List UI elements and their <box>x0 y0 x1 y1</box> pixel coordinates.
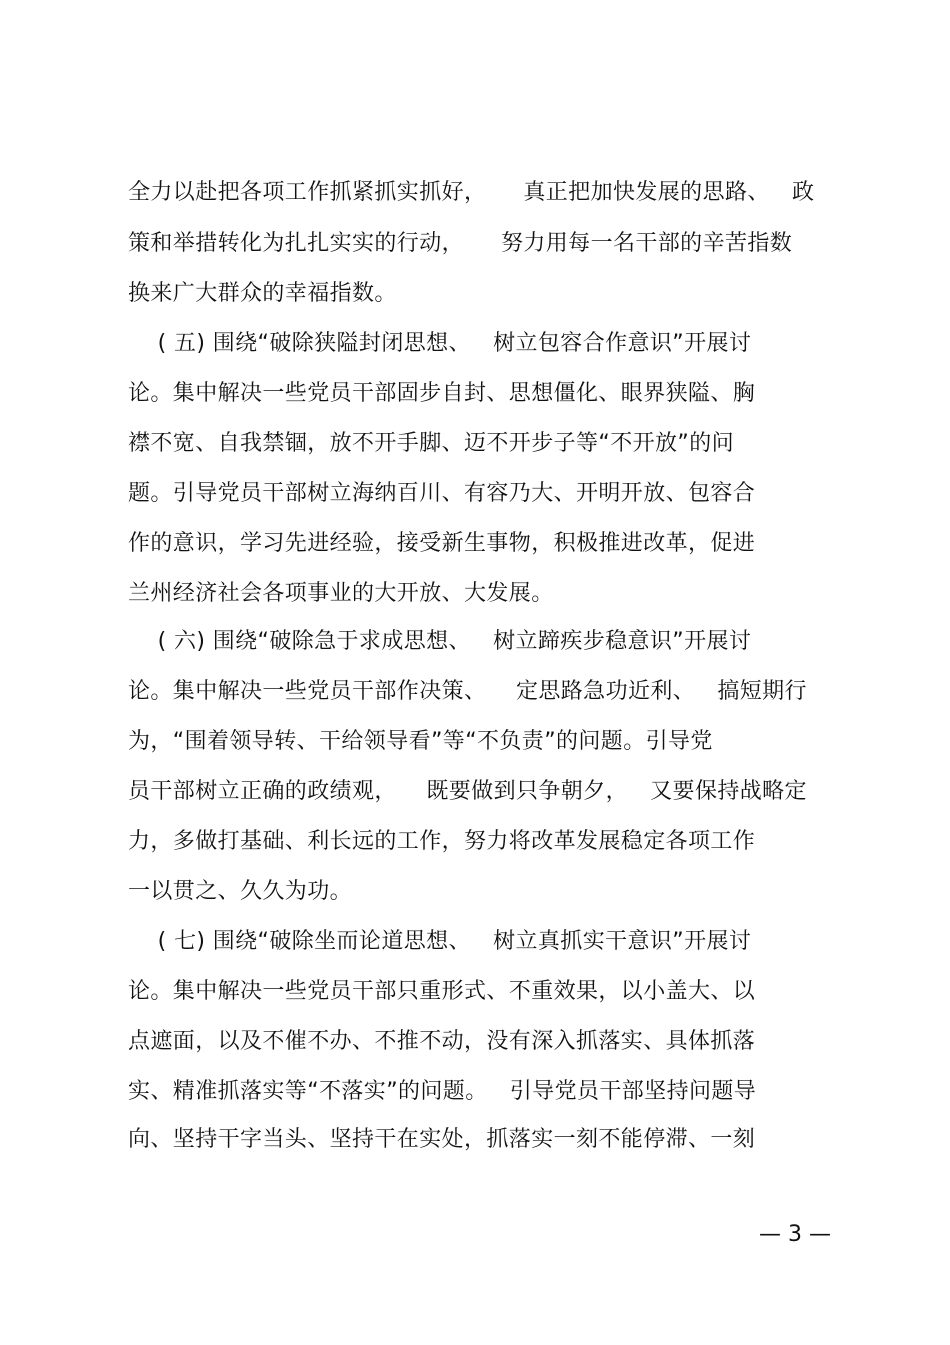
text-line: ( 六) 围绕“破除急于求成思想、 树立蹄疾步稳意识”开展讨 <box>128 629 752 654</box>
text-line: 为，“围着领导转、干给领导看”等“不负责”的问题。引导党 <box>128 729 713 754</box>
text-line: 全力以赴把各项工作抓紧抓实抓好， 真正把加快发展的思路、 政 <box>128 180 815 205</box>
text-line: 论。集中解决一些党员干部固步自封、思想僵化、眼界狭隘、胸 <box>128 381 756 406</box>
text-line: 论。集中解决一些党员干部作决策、 定思路急功近利、 搞短期行 <box>128 679 807 704</box>
text-line: 论。集中解决一些党员干部只重形式、不重效果，以小盖大、以 <box>128 979 756 1004</box>
text-line: ( 五) 围绕“破除狭隘封闭思想、 树立包容合作意识”开展讨 <box>128 331 752 356</box>
text-line: 实、精准抓落实等“不落实”的问题。 引导党员干部坚持问题导 <box>128 1079 757 1104</box>
page-number: — 3 — <box>759 1222 831 1247</box>
text-line: 兰州经济社会各项事业的大开放、大发展。 <box>128 581 554 606</box>
text-line: 题。引导党员干部树立海纳百川、有容乃大、开明开放、包容合 <box>128 481 756 506</box>
text-line: 员干部树立正确的政绩观， 既要做到只争朝夕， 又要保持战略定 <box>128 779 807 804</box>
text-line: 换来广大群众的幸福指数。 <box>128 281 397 306</box>
text-line: 向、坚持干字当头、坚持干在实处，抓落实一刻不能停滞、一刻 <box>128 1127 756 1152</box>
text-line: 点遮面，以及不催不办、不推不动，没有深入抓落实、具体抓落 <box>128 1029 756 1054</box>
text-line: 力，多做打基础、利长远的工作，努力将改革发展稳定各项工作 <box>128 829 756 854</box>
text-line: 一以贯之、久久为功。 <box>128 879 353 904</box>
text-line: 作的意识，学习先进经验，接受新生事物，积极推进改革，促进 <box>128 531 756 556</box>
text-line: 策和举措转化为扎扎实实的行动， 努力用每一名干部的辛苦指数 <box>128 231 793 256</box>
text-line: 襟不宽、自我禁锢，放不开手脚、迈不开步子等“不开放”的问 <box>128 431 734 456</box>
text-line: ( 七) 围绕“破除坐而论道思想、 树立真抓实干意识”开展讨 <box>128 929 752 954</box>
